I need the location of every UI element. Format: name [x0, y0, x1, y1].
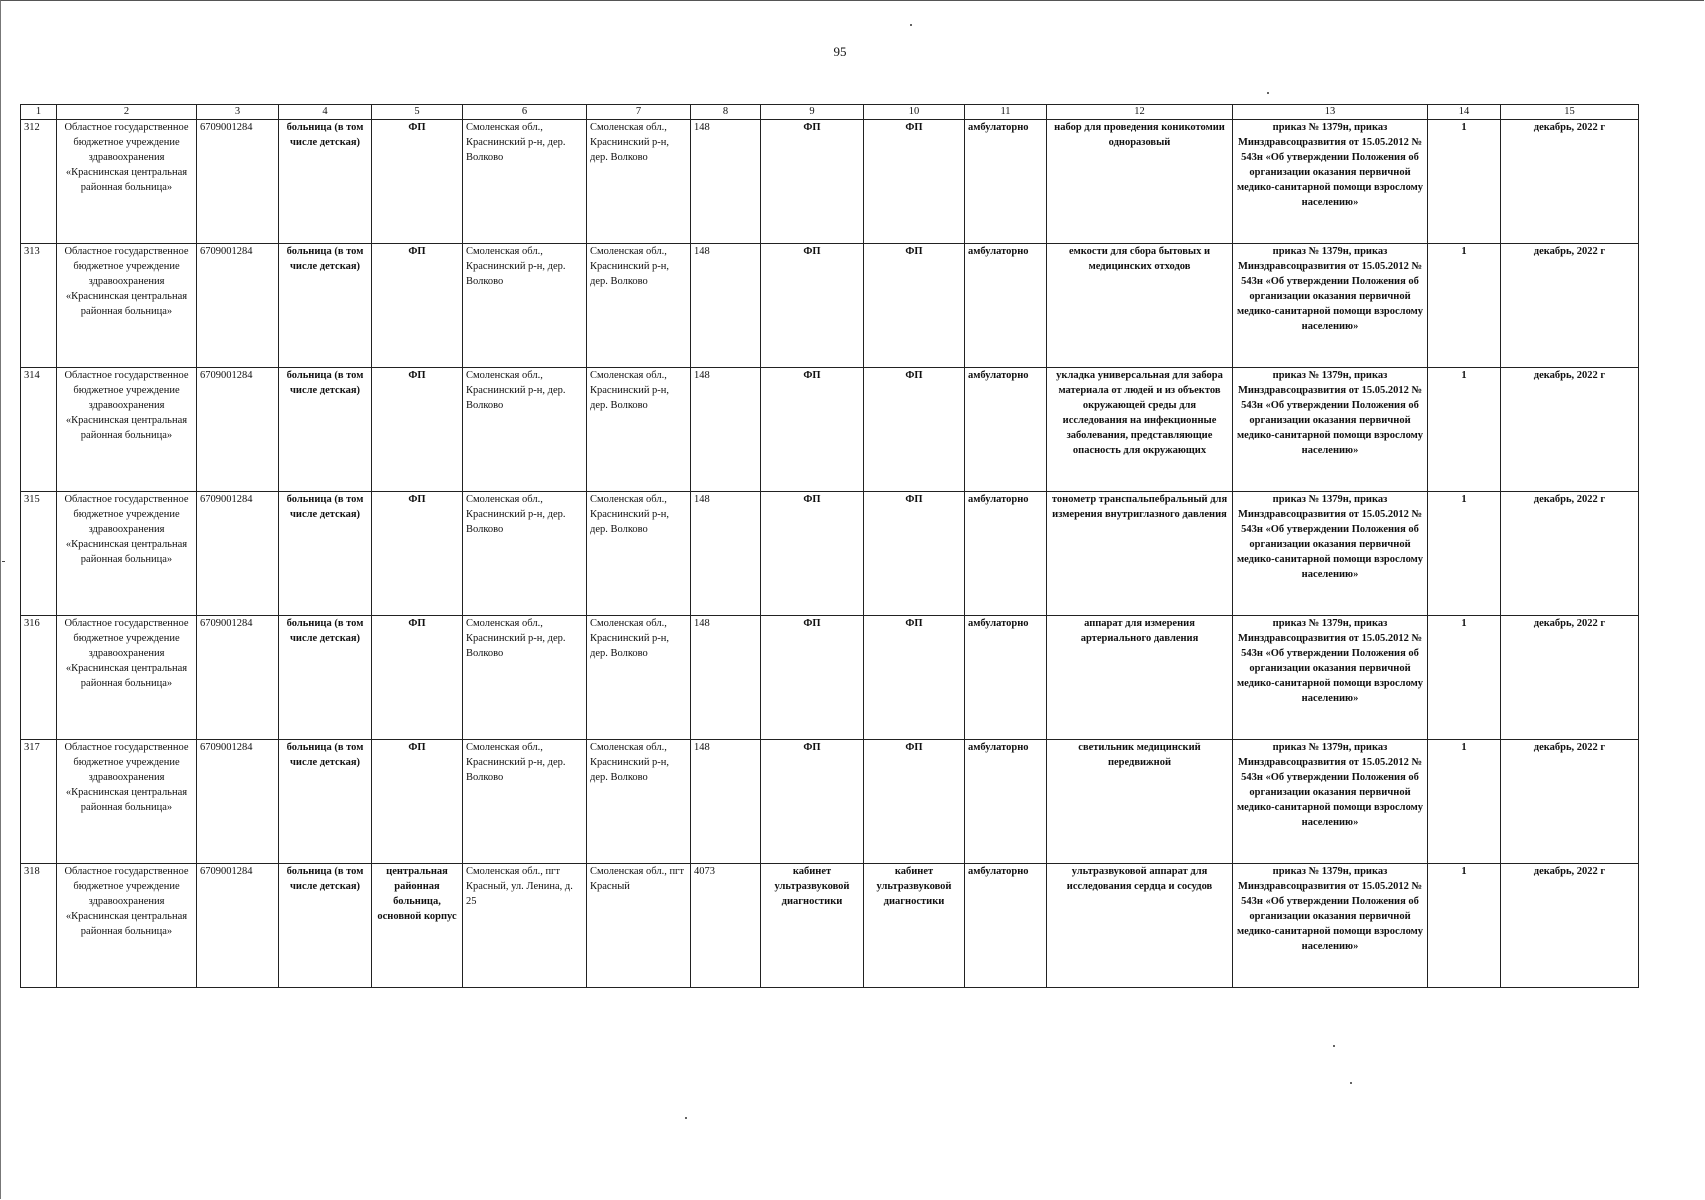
basis-cell: приказ № 1379н, приказ Минздравсоцразвития от 15.05.2012 № 543н «Об утверждении Положения об организации оказания первичной медико-санитарной помощи взрослому населению» [1233, 864, 1428, 988]
unit-cell: кабинет ультразвуковой диагностики [761, 864, 864, 988]
column-header-8: 8 [691, 105, 761, 120]
care-mode-cell: амбулаторно [965, 492, 1047, 616]
equipment-cell: набор для проведения коникотомии одноразовый [1047, 120, 1233, 244]
address-cell: Смоленская обл., Краснинский р-н, дер. Волково [463, 120, 587, 244]
column-header-2: 2 [57, 105, 197, 120]
scan-speck [685, 1117, 687, 1119]
unit-secondary-cell: ФП [864, 740, 965, 864]
inn-cell: 6709001284 [197, 864, 279, 988]
margin-mark [2, 561, 5, 562]
basis-cell: приказ № 1379н, приказ Минздравсоцразвития от 15.05.2012 № 543н «Об утверждении Положения об организации оказания первичной медико-санитарной помощи взрослому населению» [1233, 368, 1428, 492]
unit-cell: ФП [761, 492, 864, 616]
scan-speck [1350, 1082, 1352, 1084]
address-cell: Смоленская обл., Краснинский р-н, дер. Волково [463, 740, 587, 864]
quantity-cell: 1 [1428, 120, 1501, 244]
row-number-cell: 316 [21, 616, 57, 740]
inn-cell: 6709001284 [197, 492, 279, 616]
care-mode-cell: амбулаторно [965, 120, 1047, 244]
building-cell: ФП [372, 368, 463, 492]
basis-cell: приказ № 1379н, приказ Минздравсоцразвития от 15.05.2012 № 543н «Об утверждении Положения об организации оказания первичной медико-санитарной помощи взрослому населению» [1233, 492, 1428, 616]
column-header-9: 9 [761, 105, 864, 120]
code-cell: 148 [691, 740, 761, 864]
inn-cell: 6709001284 [197, 120, 279, 244]
address-cell: Смоленская обл., пгт Красный, ул. Ленина, д. 25 [463, 864, 587, 988]
equipment-cell: укладка универсальная для забора материала от людей и из объектов окружающей среды для исследования на инфекционные заболевания, представляющие опасность для окружающих [1047, 368, 1233, 492]
basis-cell: приказ № 1379н, приказ Минздравсоцразвития от 15.05.2012 № 543н «Об утверждении Положения об организации оказания первичной медико-санитарной помощи взрослому населению» [1233, 740, 1428, 864]
unit-secondary-cell: ФП [864, 368, 965, 492]
building-cell: ФП [372, 244, 463, 368]
facility-type-cell: больница (в том числе детская) [279, 740, 372, 864]
inn-cell: 6709001284 [197, 244, 279, 368]
table-row [21, 244, 1639, 368]
column-header-14: 14 [1428, 105, 1501, 120]
organization-cell: Областное государственное бюджетное учреждение здравоохранения «Краснинская центральная районная больница» [57, 120, 197, 244]
code-cell: 4073 [691, 864, 761, 988]
unit-secondary-cell: кабинет ультразвуковой диагностики [864, 864, 965, 988]
header-row [21, 105, 1639, 120]
table-row [21, 368, 1639, 492]
basis-cell: приказ № 1379н, приказ Минздравсоцразвития от 15.05.2012 № 543н «Об утверждении Положения об организации оказания первичной медико-санитарной помощи взрослому населению» [1233, 120, 1428, 244]
locality-cell: Смоленская обл., Краснинский р-н, дер. Волково [587, 244, 691, 368]
unit-cell: ФП [761, 740, 864, 864]
row-number-cell: 315 [21, 492, 57, 616]
equipment-cell: ультразвуковой аппарат для исследования сердца и сосудов [1047, 864, 1233, 988]
column-header-13: 13 [1233, 105, 1428, 120]
equipment-cell: светильник медицинский передвижной [1047, 740, 1233, 864]
table-body [21, 120, 1639, 988]
column-header-6: 6 [463, 105, 587, 120]
column-header-11: 11 [965, 105, 1047, 120]
table-row [21, 740, 1639, 864]
unit-cell: ФП [761, 244, 864, 368]
scan-speck [1267, 92, 1269, 94]
locality-cell: Смоленская обл., Краснинский р-н, дер. Волково [587, 740, 691, 864]
unit-cell: ФП [761, 368, 864, 492]
code-cell: 148 [691, 120, 761, 244]
column-header-15: 15 [1501, 105, 1639, 120]
building-cell: центральная районная больница, основной корпус [372, 864, 463, 988]
table-row [21, 864, 1639, 988]
unit-secondary-cell: ФП [864, 120, 965, 244]
care-mode-cell: амбулаторно [965, 616, 1047, 740]
column-header-4: 4 [279, 105, 372, 120]
column-header-12: 12 [1047, 105, 1233, 120]
organization-cell: Областное государственное бюджетное учреждение здравоохранения «Краснинская центральная районная больница» [57, 244, 197, 368]
locality-cell: Смоленская обл., пгт Красный [587, 864, 691, 988]
equipment-cell: аппарат для измерения артериального давления [1047, 616, 1233, 740]
unit-cell: ФП [761, 616, 864, 740]
care-mode-cell: амбулаторно [965, 864, 1047, 988]
equipment-cell: емкости для сбора бытовых и медицинских отходов [1047, 244, 1233, 368]
quantity-cell: 1 [1428, 492, 1501, 616]
organization-cell: Областное государственное бюджетное учреждение здравоохранения «Краснинская центральная районная больница» [57, 864, 197, 988]
quantity-cell: 1 [1428, 740, 1501, 864]
address-cell: Смоленская обл., Краснинский р-н, дер. Волково [463, 244, 587, 368]
date-cell: декабрь, 2022 г [1501, 864, 1639, 988]
code-cell: 148 [691, 616, 761, 740]
code-cell: 148 [691, 244, 761, 368]
address-cell: Смоленская обл., Краснинский р-н, дер. Волково [463, 616, 587, 740]
row-number-cell: 313 [21, 244, 57, 368]
column-header-5: 5 [372, 105, 463, 120]
facility-type-cell: больница (в том числе детская) [279, 368, 372, 492]
organization-cell: Областное государственное бюджетное учреждение здравоохранения «Краснинская центральная районная больница» [57, 492, 197, 616]
table-row [21, 492, 1639, 616]
unit-cell: ФП [761, 120, 864, 244]
table-row [21, 120, 1639, 244]
building-cell: ФП [372, 492, 463, 616]
locality-cell: Смоленская обл., Краснинский р-н, дер. Волково [587, 368, 691, 492]
basis-cell: приказ № 1379н, приказ Минздравсоцразвития от 15.05.2012 № 543н «Об утверждении Положения об организации оказания первичной медико-санитарной помощи взрослому населению» [1233, 244, 1428, 368]
table-row [21, 616, 1639, 740]
facility-type-cell: больница (в том числе детская) [279, 244, 372, 368]
address-cell: Смоленская обл., Краснинский р-н, дер. Волково [463, 492, 587, 616]
date-cell: декабрь, 2022 г [1501, 244, 1639, 368]
scan-speck [910, 24, 912, 26]
column-header-10: 10 [864, 105, 965, 120]
facility-type-cell: больница (в том числе детская) [279, 864, 372, 988]
organization-cell: Областное государственное бюджетное учреждение здравоохранения «Краснинская центральная районная больница» [57, 740, 197, 864]
organization-cell: Областное государственное бюджетное учреждение здравоохранения «Краснинская центральная районная больница» [57, 616, 197, 740]
code-cell: 148 [691, 368, 761, 492]
building-cell: ФП [372, 120, 463, 244]
row-number-cell: 312 [21, 120, 57, 244]
row-number-cell: 317 [21, 740, 57, 864]
quantity-cell: 1 [1428, 244, 1501, 368]
code-cell: 148 [691, 492, 761, 616]
column-header-7: 7 [587, 105, 691, 120]
date-cell: декабрь, 2022 г [1501, 740, 1639, 864]
basis-cell: приказ № 1379н, приказ Минздравсоцразвития от 15.05.2012 № 543н «Об утверждении Положения об организации оказания первичной медико-санитарной помощи взрослому населению» [1233, 616, 1428, 740]
column-header-3: 3 [197, 105, 279, 120]
column-header-1: 1 [21, 105, 57, 120]
equipment-table [20, 104, 1639, 988]
unit-secondary-cell: ФП [864, 244, 965, 368]
inn-cell: 6709001284 [197, 740, 279, 864]
locality-cell: Смоленская обл., Краснинский р-н, дер. Волково [587, 120, 691, 244]
facility-type-cell: больница (в том числе детская) [279, 492, 372, 616]
building-cell: ФП [372, 616, 463, 740]
date-cell: декабрь, 2022 г [1501, 368, 1639, 492]
scan-speck [1333, 1045, 1335, 1047]
inn-cell: 6709001284 [197, 616, 279, 740]
unit-secondary-cell: ФП [864, 492, 965, 616]
row-number-cell: 318 [21, 864, 57, 988]
inn-cell: 6709001284 [197, 368, 279, 492]
table-header [21, 105, 1639, 120]
building-cell: ФП [372, 740, 463, 864]
equipment-cell: тонометр транспальпебральный для измерения внутриглазного давления [1047, 492, 1233, 616]
care-mode-cell: амбулаторно [965, 368, 1047, 492]
page-number: 95 [833, 44, 847, 59]
locality-cell: Смоленская обл., Краснинский р-н, дер. Волково [587, 616, 691, 740]
quantity-cell: 1 [1428, 864, 1501, 988]
unit-secondary-cell: ФП [864, 616, 965, 740]
care-mode-cell: амбулаторно [965, 740, 1047, 864]
address-cell: Смоленская обл., Краснинский р-н, дер. Волково [463, 368, 587, 492]
date-cell: декабрь, 2022 г [1501, 120, 1639, 244]
facility-type-cell: больница (в том числе детская) [279, 120, 372, 244]
facility-type-cell: больница (в том числе детская) [279, 616, 372, 740]
organization-cell: Областное государственное бюджетное учреждение здравоохранения «Краснинская центральная районная больница» [57, 368, 197, 492]
quantity-cell: 1 [1428, 368, 1501, 492]
row-number-cell: 314 [21, 368, 57, 492]
date-cell: декабрь, 2022 г [1501, 492, 1639, 616]
date-cell: декабрь, 2022 г [1501, 616, 1639, 740]
care-mode-cell: амбулаторно [965, 244, 1047, 368]
quantity-cell: 1 [1428, 616, 1501, 740]
locality-cell: Смоленская обл., Краснинский р-н, дер. Волково [587, 492, 691, 616]
